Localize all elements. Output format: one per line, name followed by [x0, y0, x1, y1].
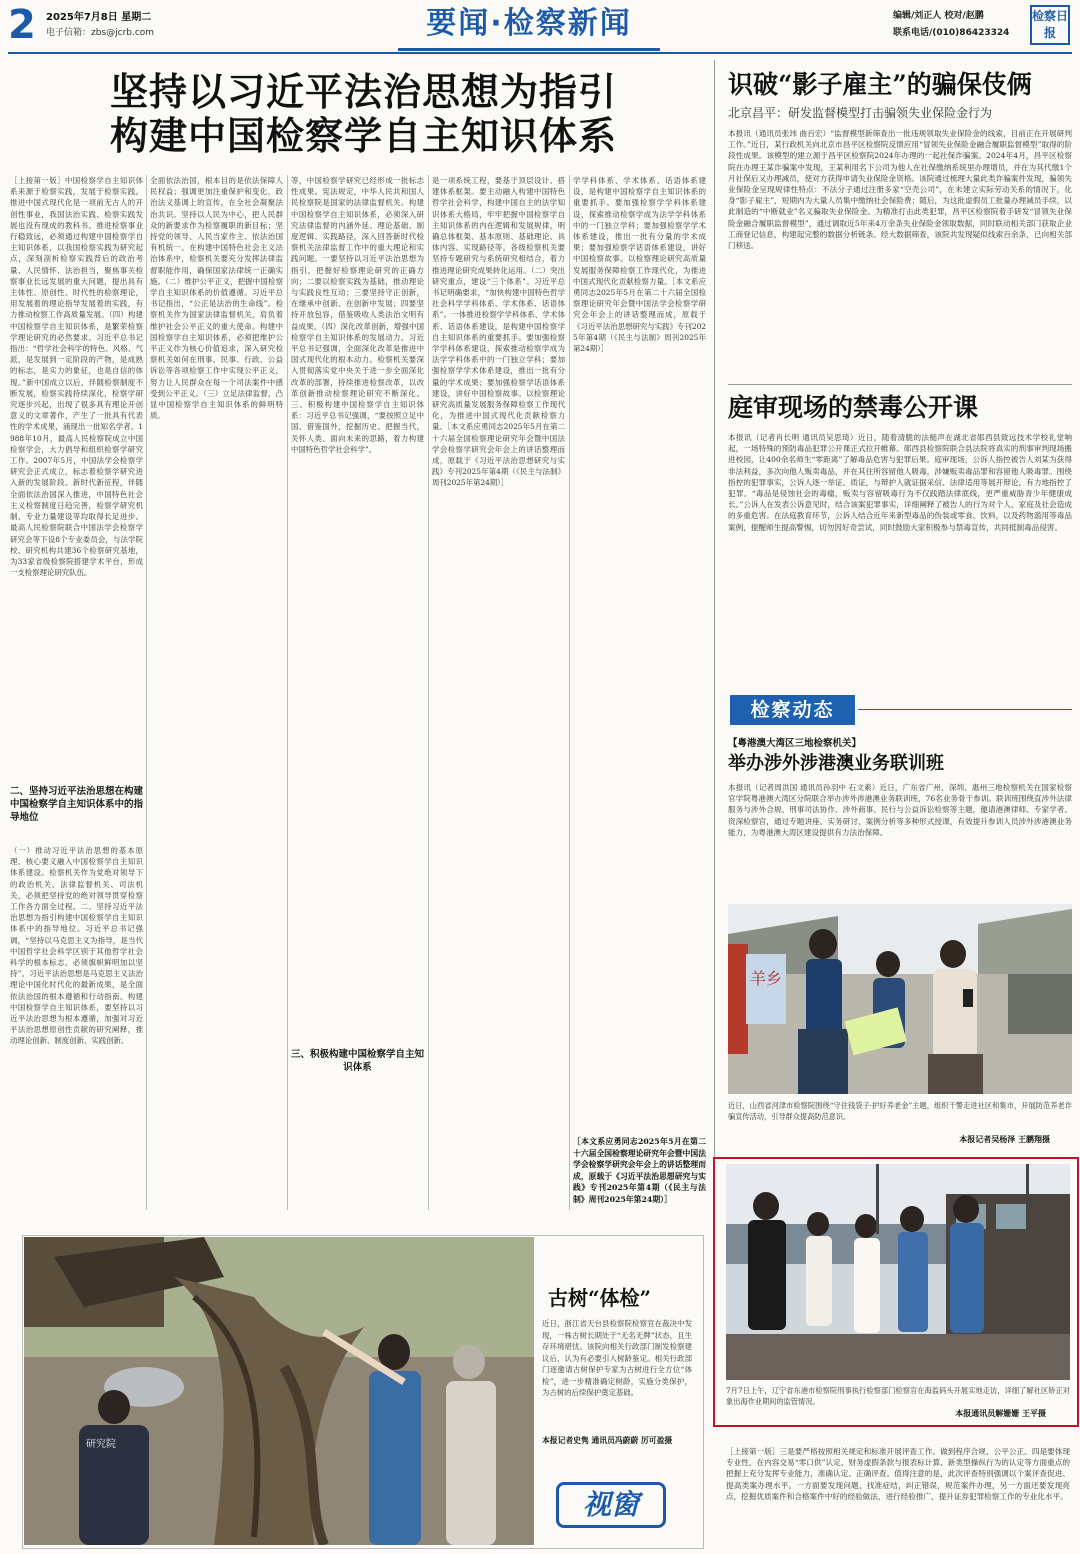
issue-date: 2025年7月8日 星期二 [46, 12, 152, 23]
photo-ancient-tree [24, 1237, 534, 1545]
story1-title: 识破“影子雇主”的骗保伎俩 [728, 70, 1032, 99]
story2-body: 本报讯（记者肖长明 通讯员吴思琦）近日，随着清脆的法槌声在湖北省郧西县致远技术学校礼堂响起，一场特殊的预防毒品犯罪公开课正式拉开帷幕。郧西县检察院联合县法院将真实的刑事审判现场搬进校园，让400余名师生“零距离”了解毒品危害与犯罪后果。庭审现场，公诉人指控被告人刘某为获得非法利益，多次向他人贩卖毒品，并在其住所容留他人吸毒，涉嫌贩卖毒品罪和容留他人吸毒罪。围绕指控的犯罪事实，公诉人逐一举证、质证，与辩护人就证据采信、法律适用等展开辩论，有力地指控了犯罪。“毒品是侵蚀社会的毒瘤，贩卖与容留吸毒行为不仅践踏法律底线，更严重威胁青少年健康成长。”公诉人在发表公诉意见时，结合该案犯罪事实，详细阐释了被告人的行为对个人、家庭及社会造成的多重危害。在法庭教育环节，公诉人结合近年来新型毒品的伪装或零食、饮料，以及药物滥用等毒品案例，提醒师生提高警惕，切勿因好奇尝试，同时鼓励大家积极参与禁毒宣传，共同抵制毒品侵害。 [728, 433, 1072, 532]
tree-feature-title: 古树“体检” [548, 1286, 652, 1310]
market-scene-image [728, 904, 1072, 1094]
article-subhead-2 [291, 1048, 424, 1074]
main-headline [40, 70, 680, 158]
article-column-4: 是一项系统工程，要基于顶层设计、搭建体系框架。要主动融入构建中国特色哲学社会科学，构建中国自主的法学知识体系大格局，牢牢把握中国检察学自主知识体系的内在逻辑和发展规律，明确总体框架、基本原则、基础理论、具体内容、实现路径等。各级检察机关要坚持专题研究与系统研究相结合，着力推进理论研究成果转化运用。（二）突出研究重点，建设“三个体系”。习近平总书记明确要求，“加快构建中国特色哲学社会科学学科体系、学术体系、话语体系”。一体推进检察学学科体系、学术体系、话语体系建设，是构建中国检察学自主知识体系的重要抓手。要加强检察学学科体系建设，探索推动检察学成为法学学科体系中的一门独立学科；要加强检察学学术体系建设，推出一批有分量的学术成果；要加强检察学话语体系建设，讲好中国检察故事。以检察理论研究高质量发展服务保障检察工作现代化，为推进中国式现代化贡献检察力量。［本文系应勇同志2025年5月在第二十六届全国检察理论研究年会暨中国法学会检察学研究会年会上的讲话整理而成，原载于《习近平法治思想研究与实践》专刊2025年第4期（《民主与法制》周刊2025年第24期）］ [432, 176, 565, 488]
harbor-scene-image [726, 1164, 1070, 1380]
photo1-credit: 本报记者吴杨泽 王鹏翔摄 [959, 1134, 1050, 1144]
article-subhead-1 [10, 785, 143, 824]
shop-sign: 羊乡 [750, 969, 783, 988]
article-column-2: 全面依法治国，根本目的是依法保障人民权益；强调更加注重保护和变化，政治法义基调上的宣传，在全社会凝聚法治共识。坚持以人民为中心，把人民群众的新要求作为检察履职的新目标；坚持党的领导、人民当家作主、依法治国有机统一。在构建中国特色社会主义法治体系中，检察机关要充分发挥法律监督职能作用，确保国家法律统一正确实施。（二）维护公平正义，把握中国检察学自主知识体系的价值遵循。习近平总书记指出，“公正是法治的生命线”。检察机关作为国家法律监督机关，肩负着维护社会公平正义的重大使命。构建中国检察学自主知识体系，必须把维护公平正义作为核心价值追求，深入研究检察机关如何在刑事、民事、行政、公益诉讼等各项检察工作中实现公平正义，努力让人民群众在每一个司法案件中感受到公平正义。（三）立足法律监督，凸显中国检察学自主知识体系的鲜明特质。 [150, 176, 283, 421]
story2-title: 庭审现场的禁毒公开课 [728, 393, 979, 422]
photo2-credit: 本报通讯员解姗姗 王平摄 [955, 1408, 1046, 1418]
window-stamp-text: 视窗 [582, 1488, 639, 1521]
headline-line-2: 构建中国检察学自主知识体系 [110, 113, 618, 158]
article-column-3: 等，中国检察学研究已经形成一批标志性成果。宪法规定，中华人民共和国人民检察院是国家的法律监督机关。构建中国检察学自主知识体系，必须深入研究法律监督的内涵外延、理论基础、制度逻辑、实践路径，深入回答新时代检察机关法律监督工作中的重大理论和实践问题。一要坚持以习近平法治思想为指引，把握好检察理论研究的正确方向；二要以检察实践为基础，推动理论与实践良性互动；三要坚持守正创新，在继承中创新、在创新中发展；四要坚持开放包容，借鉴吸收人类法治文明有益成果。（四）深化改革创新，增强中国检察学自主知识体系的发展动力。习近平总书记强调，全面深化改革是推进中国式现代化的根本动力。检察机关要深入贯彻落实党中央关于进一步全面深化改革的部署，持续推进检察改革，以改革创新推动检察理论研究不断深化。三、积极构建中国检察学自主知识体系：习近平总书记强调，“要按照立足中国、借鉴国外，挖掘历史、把握当代，关怀人类、面向未来的思路，着力构建中国特色哲学社会科学”。 [291, 176, 424, 454]
story1-body: 本报讯（通讯员张玮 曲百宏）“监督模型新筛查出一批违规领取失业保险金的线索，目前正在开展研判工作。”近日，某行政机关向北京市昌平区检察院反馈应用“冒领失业保险金融合履职监督模型”取得的阶段性成果。该模型的建立源于昌平区检察院2024年办理的一起社保诈骗案。2024年4月，昌平区检察院在办理王某诈骗案中发现，王某利用名下公司为他人在社保缴纳系统里办理增员，并在为其代缴1个月社保后又办理减员，使对方获得申请失业保险金资格。该院通过梳理大量此类诈骗案件发现，骗领失业保险金呈现规律性特点：不法分子通过注册多家“空壳公司”，在未建立实际劳动关系的情况下，化身“影子雇主”，短期内为大量人员集中缴纳社会保险费；随后，为这批虚假员工批量办理减员手续，以此制造的“中断就业”名义骗取失业保险金。为精准打击此类犯罪，昌平区检察院着手研发“冒领失业保险金融合履职监督模型”，通过调取近5年来4万余条失业保险金领取数据，同时联动相关部门获取企业工商登记信息，构建起完整的数据分析链条。经大数据筛查，该院共发现疑似线索百余条，已向相关部门移送。 [728, 129, 1072, 251]
article-column-5: 学学科体系、学术体系、话语体系建设，是构建中国检察学自主知识体系的重要抓手。要加强检察学学科体系建设，探索推动检察学成为法学学科体系中的一门独立学科；要加强检察学学术体系建设，推出一批有分量的学术成果；要加强检察学话语体系建设，讲好中国检察故事。以检察理论研究高质量发展服务保障检察工作现代化，为推进中国式现代化贡献检察力量。［本文系应勇同志2025年5月在第二十六届全国检察理论研究年会暨中国法学会检察学研究会年会上的讲话整理而成，原载于《习近平法治思想研究与实践》专刊2025年第4期（《民主与法制》周刊2025年第24期）］ [573, 176, 706, 354]
page-number: 2 [8, 2, 36, 48]
article-column-1: ［上接第一版］中国检察学自主知识体系来源于检察实践，发展于检察实践。推进中国式现代化是一项前无古人的开创性事业，我国法治实践、检察实践发展也没有现成的教科书。推进检察事业行稳致远，必须通过构建中国检察学自主知识体系，以我国检察实践为研究起点，深刻剖析检察实践背后的政治考量、人民情怀、法治担当，聚焦事关检察事业长远发展的重大问题，提出具有主体性、原创性、时代性的检察理论，用发展着的理论指导发展着的实践，有力推动检察工作高质量发展。（四）构建中国检察学自主知识体系，是繁荣检察学理论研究的必然要求。习近平总书记指出：“哲学社会科学的特色、风格、气派，是发展到一定阶段的产物，是成熟的标志，是实力的象征，也是自信的体现。”新中国成立以后，伴随检察制度不断发展，检察实践持续深化，检察学研究逐步兴起，出现了很多具有理论开创意义的文章著作，产生了一批具有代表性的学术成果，涌现出一批知名学者。1988年10月，最高人民检察院成立中国检察学会，大力倡导和组织检察学研究工作。2007年5月，中国法学会检察学研究会正式成立，标志着检察学研究进入新的发展阶段。新时代新征程，伴随全面依法治国深入推进，中国特色社会主义检察制度日趋完善，检察学研究机制、专业力量建设等均取得长足进步。最高人民检察院联合中国法学会检察学研究会等下设8个专业委员会，与法学院校、研究机构共建36个检察研究基地，为33家省级检察院搭建学术平台，形成一支检察理论研究队伍。 [10, 176, 143, 578]
section-title: 要闻·检察新闻 [426, 6, 632, 41]
vest-text: 研究院 [86, 1439, 116, 1450]
dynamics-body: 本报讯（记者周洪国 通讯员孙羽中 石文素）近日，广东省广州、深圳、惠州三地检察机关在国家检察官学院粤港澳大湾区分院联合举办涉外涉港澳业务联训班，76名业务骨干参训。联训班围绕直涉外法律服务与涉外合规、刑事司法协作、涉外商事、民行与公益诉讼检察等主题，邀请港澳律师、专家学者、资深检察官，通过专题讲座、实务研讨、案例分析等多种形式授课，有效提升参训人员涉外涉港澳业务能力，为粤港澳大湾区建设提供有力法治保障。 [728, 783, 1072, 837]
window-stamp [556, 1482, 666, 1528]
article-column-1b: （一）推动习近平法治思想的基本原理、核心要义融入中国检察学自主知识体系建设。检察机关作为党绝对领导下的政治机关、法律监督机关、司法机关，必须把坚持党的绝对领导贯穿检察工作各方面全过程。二、坚持习近平法治思想为指引构建中国检察学自主知识体系中的指导地位。习近平总书记强调，“坚持以马克思主义为指导，是当代中国哲学社会科学区别于其他哲学社会科学的根本标志，必须旗帜鲜明加以坚持”。习近平法治思想是马克思主义法治理论中国化时代化的最新成果，是全面依法治国的根本遵循和行动指南。构建中国检察学自主知识体系，要坚持以习近平法治思想为根本遵循，加强对习近平法治思想原创性贡献的研究阐释，推动理论创新、制度创新、实践创新。 [10, 846, 143, 1046]
photo-market-outreach [728, 904, 1072, 1094]
newspaper-logo [1030, 5, 1070, 45]
section-banner [398, 4, 660, 51]
tree-feature-caption: 近日，浙江省天台县检察院检察官在裁决中发现，一株古树长期处于“无名无牌”状态，且生存环境堪忧。该院向相关行政部门制发检察建议后，认为有必要引入树龄鉴定。相关行政部门逐邀请古树保护专家为古树进行全方位“体检”，进一步精准确定树龄，实施分类保护，为古树的后续保护奠定基础。 [542, 1319, 692, 1397]
subhead-text: 三、积极构建中国检察学自主知识体系 [291, 1049, 425, 1073]
logo-text: 检察日报 [1032, 9, 1069, 40]
story1-subtitle: 北京昌平：研发监督模型打击骗领失业保险金行为 [728, 106, 993, 120]
dynamics-banner-text: 检察动态 [750, 699, 835, 721]
photo2-caption: 7月7日上午，辽宁省东港市检察院刑事执行检察部门检察官在海监码头开展实地走访，详细了解社区矫正对象出海作业期间的监管情况。 [726, 1386, 1070, 1406]
email-line: 电子信箱：zbs@jcrb.com [46, 28, 155, 38]
photo1-caption: 近日，山西省河津市检察院围绕“守住钱袋子·护好养老金”主题，组织干警走进社区和集市，开展防范养老诈骗宣传活动，引导群众提高防范意识。 [728, 1101, 1072, 1121]
tree-feature-credit: 本报记者史隽 通讯员冯蔚蔚 厉可盈摄 [542, 1436, 673, 1445]
dynamics-banner [730, 695, 855, 725]
continued-text: ［上接第一版］三是要严格按照相关规定和标准开展评查工作。做到程序合规、公平公正。四是要体现专业性，在内容交易“零口供”认定、财务虚假条款与报表标计算、新类型操纵行为的认定等方面重点的把握上充分发挥专业能力，准确认定、正确评查。值得注意的是，此次评查特别强调以个案评查促进、提高类案办理水平。一方面要发现问题、找准症结，纠正错误，规范案件办理，另一方面还要发现亮点，挖掘优质案件和合格案件中好的经验做法，进行经验推广，提升证券犯罪检察工作的专业化水平。 [726, 1447, 1070, 1501]
phone-line: 联系电话/(010)86423324 [893, 28, 1010, 38]
dynamics-title: 举办涉外涉港澳业务联训班 [728, 753, 944, 774]
photo-harbor-visit [726, 1164, 1070, 1380]
article-note: ［本文系应勇同志2025年5月在第二十六届全国检察理论研究年会暨中国法学会检察学研究会年会上的讲话整理而成，原载于《习近平法治思想研究与实践》专刊2025年第4期（《民主与法制》周刊2025年第24期）］ [573, 1137, 706, 1204]
headline-line-1: 坚持以习近平法治思想为指引 [110, 69, 618, 114]
subhead-text: 二、坚持习近平法治思想在构建中国检察学自主知识体系中的指导地位 [10, 786, 144, 823]
dynamics-tag: 【粤港澳大湾区三地检察机关】 [728, 738, 862, 749]
ancient-tree-image [24, 1237, 534, 1545]
editors-line: 编辑/刘正人 校对/赵鹏 [893, 11, 984, 21]
